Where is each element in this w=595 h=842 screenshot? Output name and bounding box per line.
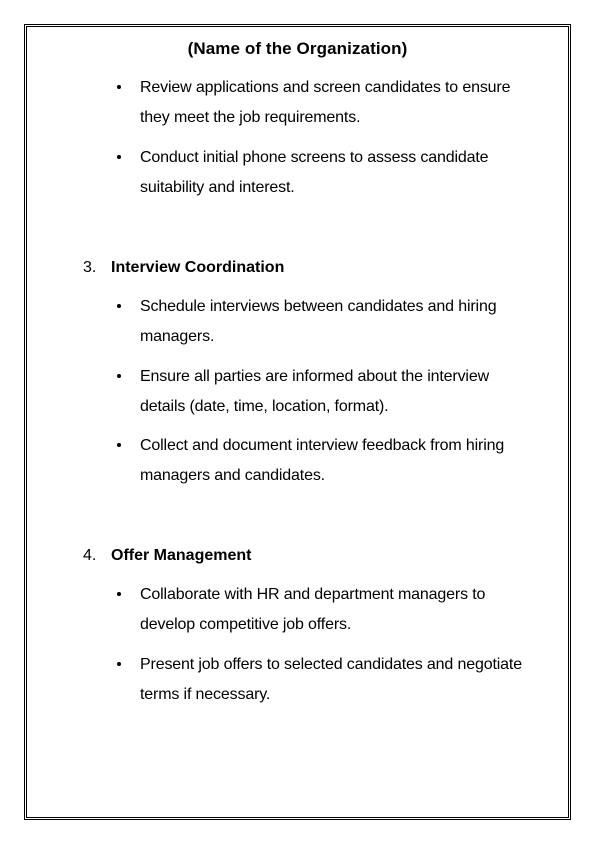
section-title: Interview Coordination xyxy=(111,259,285,276)
list-item-text: Collaborate with HR and department managers to develop competitive job offers. xyxy=(140,586,486,633)
bullet-icon xyxy=(117,85,121,89)
list-item-text: Review applications and screen candidates to ensure they meet the job requirements. xyxy=(140,79,511,126)
bullet-icon xyxy=(117,374,121,378)
section-title: Offer Management xyxy=(111,547,252,564)
section-heading xyxy=(83,256,284,280)
list-item-text: Schedule interviews between candidates and hiring managers. xyxy=(140,298,497,345)
list-item-text: Ensure all parties are informed about the interview details (date, time, location, format). xyxy=(140,368,489,415)
list-item-text: Collect and document interview feedback from hiring managers and candidates. xyxy=(140,437,505,484)
section-number: 3. xyxy=(83,259,97,276)
section-number: 4. xyxy=(83,547,97,564)
list-item-text: Conduct initial phone screens to assess candidate suitability and interest. xyxy=(140,149,489,196)
bullet-icon xyxy=(117,662,121,666)
bullet-icon xyxy=(117,155,121,159)
bullet-icon xyxy=(117,592,121,596)
bullet-icon xyxy=(117,443,121,447)
list-item-text: Present job offers to selected candidates and negotiate terms if necessary. xyxy=(140,656,522,703)
section-heading xyxy=(83,544,251,568)
organization-name: (Name of the Organization) xyxy=(187,39,408,58)
bullet-icon xyxy=(117,304,121,308)
